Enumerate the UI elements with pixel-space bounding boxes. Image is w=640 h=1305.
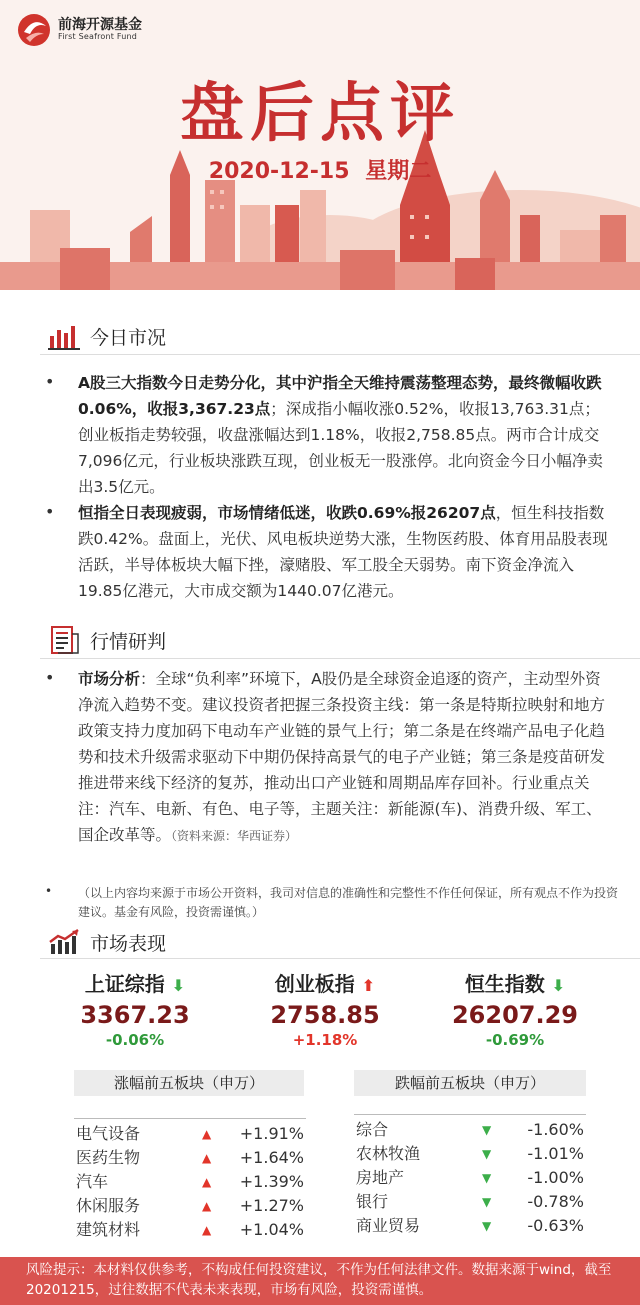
divider — [40, 958, 640, 959]
section-title-market-performance: 市场表现 — [90, 932, 167, 955]
line-chart-icon — [48, 928, 82, 956]
sector-change: -1.01% — [527, 1144, 584, 1163]
gainer-row — [76, 1170, 304, 1194]
section-title-market-outlook: 行情研判 — [90, 630, 167, 653]
sector-name: 房地产 — [356, 1168, 405, 1187]
source-note: （资料来源：华西证券） — [171, 829, 298, 843]
bar-chart-icon — [48, 322, 82, 350]
divider — [40, 658, 640, 659]
brand-name-en: First Seafront Fund — [58, 32, 138, 42]
paragraph-hang-seng — [78, 500, 608, 604]
index-value: 3367.23 — [80, 1001, 190, 1029]
paragraph-market-analysis — [78, 666, 608, 849]
triangle-down-icon: ▼ — [482, 1219, 492, 1233]
index-card-sse — [40, 968, 230, 1049]
report-date: 2020-12-15 — [208, 159, 350, 184]
triangle-down-icon: ▼ — [482, 1147, 492, 1161]
sector-change: +1.27% — [239, 1196, 304, 1215]
report-weekday: 星期二 — [365, 159, 432, 184]
divider — [74, 1118, 306, 1119]
document-icon — [48, 626, 82, 654]
sector-change: -1.60% — [527, 1120, 584, 1139]
gainer-row — [76, 1122, 304, 1146]
sector-name: 银行 — [356, 1192, 389, 1211]
triangle-up-icon: ▲ — [202, 1151, 212, 1165]
triangle-down-icon: ▼ — [482, 1123, 492, 1137]
sector-name: 商业贸易 — [356, 1216, 421, 1235]
index-change: +1.18% — [292, 1031, 358, 1049]
index-name: 恒生指数 — [464, 972, 545, 996]
loser-row — [356, 1190, 584, 1214]
sector-name: 休闲服务 — [76, 1196, 141, 1215]
a-shares-highlight: A股三大指数今日走势分化，其中沪指全天维持震荡整理态势，最终微幅收跌0.06%，收报3,367.23点 — [78, 374, 602, 418]
page-title: 盘后点评 — [180, 76, 460, 151]
section-title-market-today: 今日市况 — [90, 326, 167, 349]
sector-name: 电气设备 — [76, 1124, 141, 1143]
index-name: 创业板指 — [274, 972, 355, 996]
loser-row — [356, 1142, 584, 1166]
triangle-up-icon: ▲ — [202, 1199, 212, 1213]
header-banner — [0, 0, 640, 305]
index-value: 2758.85 — [270, 1001, 380, 1029]
arrow-down-icon: ⬇ — [551, 976, 566, 995]
section-header-market-performance — [48, 928, 166, 956]
triangle-up-icon: ▲ — [202, 1175, 212, 1189]
arrow-up-icon: ⬆ — [361, 976, 376, 995]
loser-row — [356, 1214, 584, 1238]
sector-name: 汽车 — [76, 1172, 109, 1191]
gainer-row — [76, 1194, 304, 1218]
sector-change: -0.63% — [527, 1216, 584, 1235]
bullet-dot: • — [45, 884, 53, 898]
loser-row — [356, 1118, 584, 1142]
market-analysis-text: ：全球“负利率”环境下，A股仍是全球资金追逐的资产，主动型外资净流入趋势不变。建议投资者把握三条投资主线：第一条是特斯拉映射和地方政策支持力度加码下电动车产业链的景气上行；第二条是在终端产品电子化趋势和技术升级需求驱动下中期仍保持高景气的电子产业链；第三条是疫苗研发推进带来线下经济的复苏，推动出口产业链和周期品库存回补。行业重点关注：汽车、电新、有色、电子等，主题关注：新能源(车)、消费升级、军工、国企改革等。 — [78, 670, 606, 844]
divider — [40, 354, 640, 355]
paragraph-a-shares — [78, 370, 608, 500]
a-shares-detail: ；深成指小幅收涨0.52%，收报13,763.31点；创业板指走势较强，收盘涨幅达到1.18%，收报2,758.85点。两市合计成交7,096亿元，行业板块涨跌互现，创业板无一股涨停。北向资金今日小幅净卖出3.5亿元。 — [78, 400, 603, 496]
brand-logo — [16, 12, 142, 48]
content-disclaimer: （以上内容均来源于市场公开资料，我司对信息的准确性和完整性不作任何保证，所有观点不作为投资建议。基金有风险，投资需谨慎。） — [78, 886, 619, 919]
hang-seng-highlight: 恒指全日表现疲弱，市场情绪低迷，收跌0.69%报26207点 — [78, 504, 496, 522]
date-line — [0, 154, 640, 185]
market-analysis-label: 市场分析 — [78, 670, 141, 688]
divider — [354, 1114, 586, 1115]
loser-row — [356, 1166, 584, 1190]
sector-change: +1.91% — [239, 1124, 304, 1143]
gainer-row — [76, 1146, 304, 1170]
section-header-market-outlook — [48, 626, 166, 654]
sector-change: -0.78% — [527, 1192, 584, 1211]
index-change: -0.06% — [105, 1031, 165, 1049]
sector-name: 建筑材料 — [76, 1220, 141, 1239]
logo-icon — [16, 12, 52, 48]
index-card-hsi — [420, 968, 610, 1049]
losers-table-title: 跌幅前五板块（申万） — [354, 1070, 586, 1096]
triangle-up-icon: ▲ — [202, 1223, 212, 1237]
section-header-market-today — [48, 322, 166, 350]
hang-seng-detail: ，恒生科技指数跌0.42%。盘面上，光伏、风电板块逆势大涨，生物医药股、体育用品股表现活跃，半导体板块大幅下挫，濠赌股、军工股全天弱势。南下资金净流入19.85亿港元，大市成交额为1440.07亿港元。 — [78, 504, 608, 600]
brand-name-cn: 前海开源基金 — [58, 16, 142, 33]
arrow-down-icon: ⬇ — [171, 976, 186, 995]
gainers-table-title: 涨幅前五板块（申万） — [74, 1070, 304, 1096]
triangle-up-icon: ▲ — [202, 1127, 212, 1141]
sector-name: 农林牧渔 — [356, 1144, 421, 1163]
triangle-down-icon: ▼ — [482, 1171, 492, 1185]
index-change: -0.69% — [485, 1031, 545, 1049]
bullet-dot: • — [45, 372, 55, 391]
sector-name: 综合 — [356, 1120, 389, 1139]
triangle-down-icon: ▼ — [482, 1195, 492, 1209]
index-value: 26207.29 — [451, 1001, 578, 1029]
sector-name: 医药生物 — [76, 1148, 141, 1167]
sector-change: +1.04% — [239, 1220, 304, 1239]
gainer-row — [76, 1218, 304, 1242]
index-card-chinext — [230, 968, 420, 1049]
bullet-dot: • — [45, 668, 55, 687]
sector-change: +1.39% — [239, 1172, 304, 1191]
risk-disclaimer-footer: 风险提示：本材料仅供参考，不构成任何投资建议，不作为任何法律文件。数据来源于wind，截至20201215，过往数据不代表未来表现，市场有风险，投资需谨慎。 — [0, 1257, 640, 1305]
bullet-dot: • — [45, 502, 55, 521]
sector-change: +1.64% — [239, 1148, 304, 1167]
sector-change: -1.00% — [527, 1168, 584, 1187]
index-name: 上证综指 — [84, 972, 165, 996]
